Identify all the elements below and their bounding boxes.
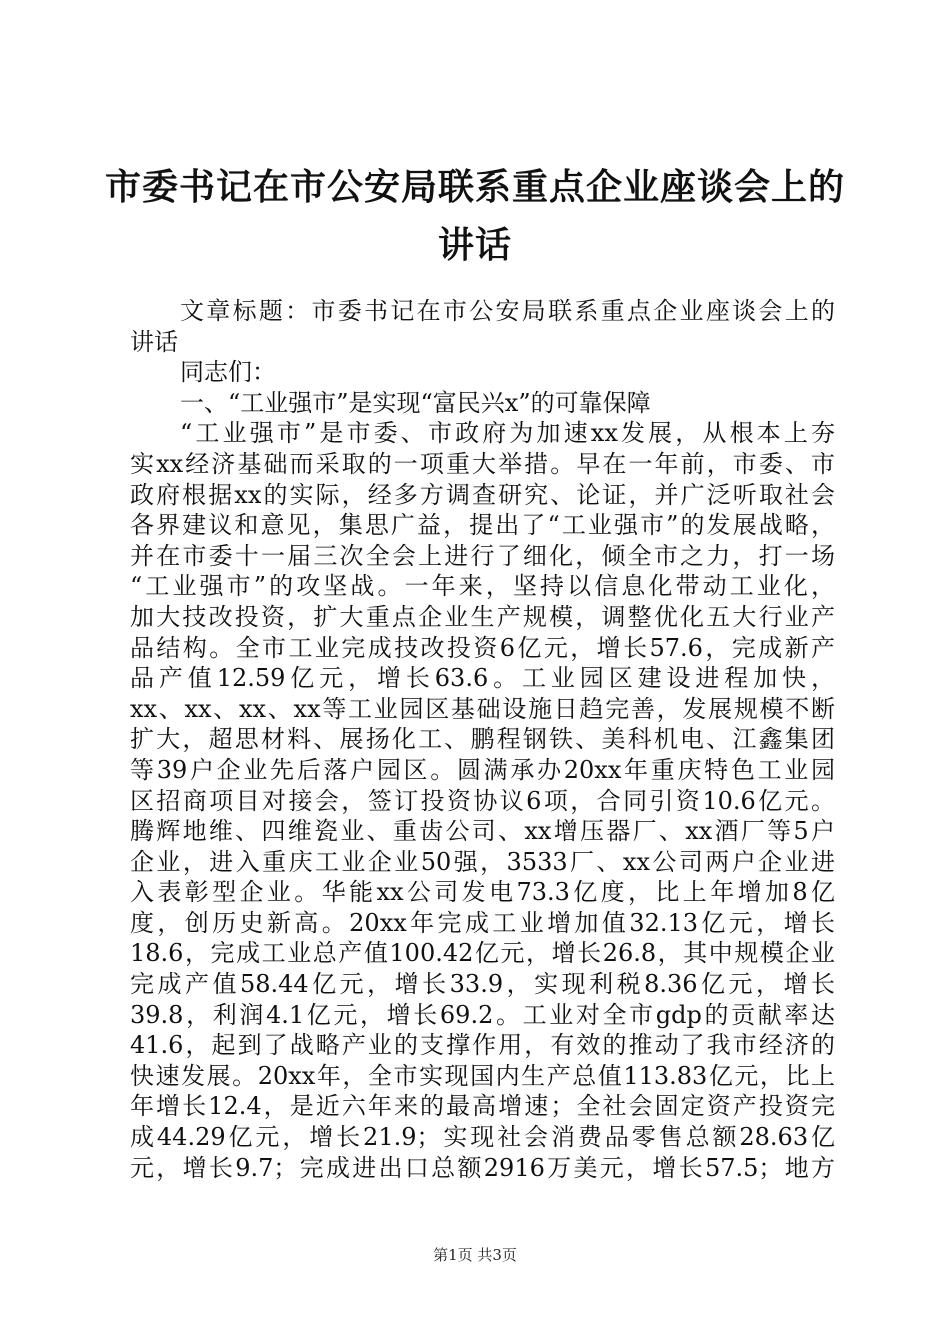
paragraph-line: 品产值12.59亿元，增长63.6。工业园区建设进程加快， xyxy=(130,664,835,693)
paragraph-line: 年增长12.4，是近六年来的最高增速；全社会固定资产投资完 xyxy=(130,1092,835,1121)
page-number-footer: 第1页 共3页 xyxy=(433,1246,517,1264)
paragraph-line: 18.6，完成工业总产值100.42亿元，增长26.8，其中规模企业 xyxy=(130,939,835,968)
paragraph-line: 并在市委十一届三次全会上进行了细化，倾全市之力，打一场 xyxy=(130,541,835,570)
paragraph-line: 完成产值58.44亿元，增长33.9，实现利税8.36亿元，增长 xyxy=(130,970,835,999)
title-line-2: 讲话 xyxy=(437,224,512,266)
paragraph-line: 区招商项目对接会，签订投资协议6项，合同引资10.6亿元。 xyxy=(130,786,835,815)
paragraph-line: xx、xx、xx、xx等工业园区基础设施日趋完善，发展规模不断 xyxy=(130,694,835,723)
paragraph-line: “工业强市”的攻坚战。一年来，坚持以信息化带动工业化， xyxy=(130,572,835,601)
paragraph-line: 同志们： xyxy=(180,358,276,387)
paragraph-line: 讲话 xyxy=(130,327,178,356)
paragraph-line: 等39户企业先后落户园区。圆满承办20xx年重庆特色工业园 xyxy=(130,755,835,784)
title-line-1: 市委书记在市公安局联系重点企业座谈会上的 xyxy=(104,166,845,208)
paragraph-line: 企业，进入重庆工业企业50强，3533厂、xx公司两户企业进 xyxy=(130,847,835,876)
paragraph-line: 快速发展。20xx年，全市实现国内生产总值113.83亿元，比上 xyxy=(130,1061,835,1090)
document-title xyxy=(100,158,850,274)
paragraph-line: “工业强市”是市委、市政府为加速xx发展，从根本上夯 xyxy=(180,419,835,448)
paragraph-line: 腾辉地维、四维瓷业、重齿公司、xx增压器厂、xx酒厂等5户 xyxy=(130,817,835,846)
paragraph-line: 成44.29亿元，增长21.9；实现社会消费品零售总额28.63亿 xyxy=(130,1123,835,1152)
paragraph-line: 品结构。全市工业完成技改投资6亿元，增长57.6，完成新产 xyxy=(130,633,835,662)
paragraph-line: 实xx经济基础而采取的一项重大举措。早在一年前，市委、市 xyxy=(130,449,835,478)
paragraph-line: 加大技改投资，扩大重点企业生产规模，调整优化五大行业产 xyxy=(130,602,835,631)
paragraph-line: 扩大，超思材料、展扬化工、鹏程钢铁、美科机电、江鑫集团 xyxy=(130,725,835,754)
paragraph-line: 入表彰型企业。华能xx公司发电73.3亿度，比上年增加8亿 xyxy=(130,878,835,907)
paragraph-line: 度，创历史新高。20xx年完成工业增加值32.13亿元，增长 xyxy=(130,908,835,937)
document-body xyxy=(130,296,835,1183)
paragraph-line: 政府根据xx的实际，经多方调查研究、论证，并广泛听取社会 xyxy=(130,480,835,509)
paragraph-line: 41.6，起到了战略产业的支撑作用，有效的推动了我市经济的 xyxy=(130,1031,835,1060)
paragraph-line: 各界建议和意见，集思广益，提出了“工业强市”的发展战略， xyxy=(130,511,835,540)
paragraph-line: 文章标题：市委书记在市公安局联系重点企业座谈会上的 xyxy=(180,297,835,325)
paragraph-line: 39.8，利润4.1亿元，增长69.2。工业对全市gdp的贡献率达 xyxy=(130,1000,835,1029)
section-heading: 一、“工业强市”是实现“富民兴x”的可靠保障 xyxy=(180,388,651,417)
paragraph-line: 元，增长9.7；完成进出口总额2916万美元，增长57.5；地方 xyxy=(130,1153,835,1182)
